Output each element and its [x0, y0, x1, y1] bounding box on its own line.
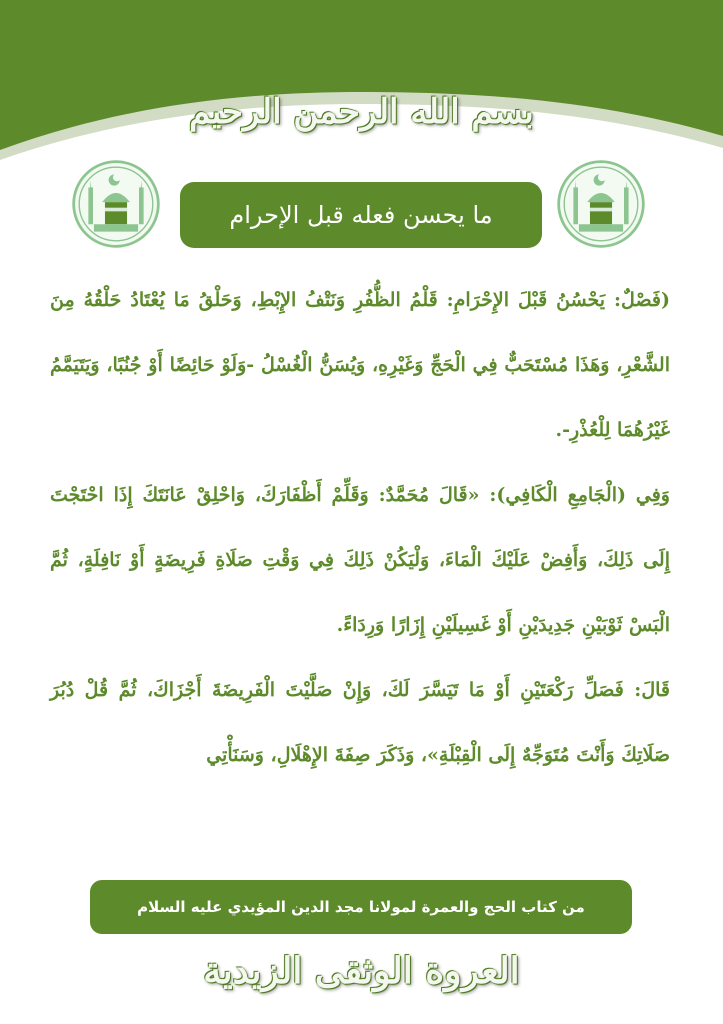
kaaba-emblem-icon: [70, 158, 162, 250]
footer-logo: العروة الوثقى الزيدية: [203, 950, 520, 992]
paragraph-1: (فَصْلٌ: يَحْسُنُ قَبْلَ الإِحْرَامِ: قَلْمُ الظُّفُرِ وَنَتْفُ الإِبْطِ، وَحَلْقُ مَا يُعْتَادُ حَلْقُهُ مِنَ الشَّعْرِ، وَهَذَا مُسْتَحَبٌّ فِي الْحَجِّ وَغَيْرِهِ، وَيُسَنُّ الْغُسْلُ -وَلَوْ حَائِضًا أَوْ جُنُبًا، وَيَتَيَمَّمُ غَيْرُهُمَا لِلْعُذْرِ-.: [50, 289, 670, 441]
body-text: [50, 268, 670, 788]
basmala-calligraphy: بسم الله الرحمن الرحيم: [189, 92, 534, 132]
page-title: ما يحسن فعله قبل الإحرام: [229, 201, 493, 229]
paragraph-3: قَالَ: فَصَلِّ رَكْعَتَيْنِ أَوْ مَا تَيَسَّرَ لَكَ، وَإِنْ صَلَّيْتَ الْفَرِيضَةَ أَجْزَاكَ، ثُمَّ قُلْ دُبُرَ صَلَاتِكَ وَأَنْتَ مُتَوَجِّهٌ إِلَى الْقِبْلَةِ»، وَذَكَرَ صِفَةَ الإِهْلَالِ، وَسَنَأْتِي: [50, 679, 670, 766]
paragraph-2: وَفِي (الْجَامِعِ الْكَافِي): «قَالَ مُحَمَّدٌ: وَقَلِّمْ أَظْفَارَكَ، وَاحْلِقْ عَانَتَكَ إِذَا احْتَجْتَ إِلَى ذَلِكَ، وَأَفِضْ عَلَيْكَ الْمَاءَ، وَلْيَكُنْ ذَلِكَ فِي وَقْتِ صَلَاةِ فَرِيضَةٍ أَوْ نَافِلَةٍ، ثُمَّ الْبَسْ ثَوْبَيْنِ جَدِيدَيْنِ أَوْ غَسِيلَيْنِ إِزَارًا وَرِدَاءً.: [50, 484, 670, 636]
kaaba-emblem-icon: [555, 158, 647, 250]
title-banner: [180, 182, 542, 248]
source-banner: [90, 880, 632, 934]
source-text: من كتاب الحج والعمرة لمولانا مجد الدين المؤيدي عليه السلام: [137, 898, 585, 916]
